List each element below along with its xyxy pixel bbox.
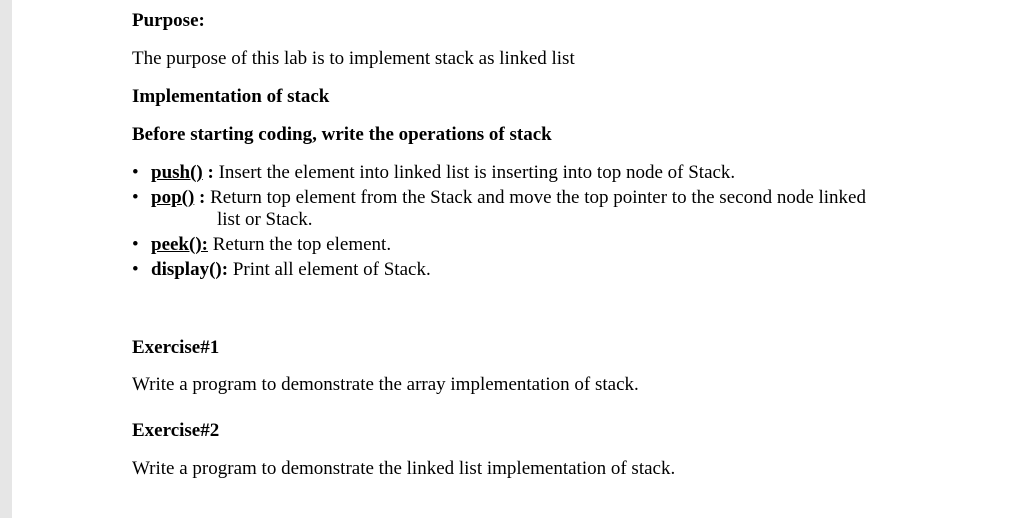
pop-description: Return top element from the Stack and move the top pointer to the second node linked — [210, 187, 866, 208]
operations-heading: Before starting coding, write the operations of stack — [132, 124, 552, 145]
bullet-icon: • — [132, 187, 139, 208]
implementation-heading: Implementation of stack — [132, 86, 330, 107]
exercise2-heading: Exercise#2 — [132, 420, 220, 441]
bullet-icon: • — [132, 162, 139, 183]
list-item-display — [132, 259, 932, 284]
purpose-heading: Purpose: — [132, 10, 205, 31]
peek-description: Return the top element. — [212, 234, 392, 255]
bullet-icon: • — [132, 234, 139, 255]
purpose-text: The purpose of this lab is to implement stack as linked list — [132, 48, 575, 69]
push-separator: : — [202, 162, 219, 183]
list-item-peek — [132, 234, 932, 259]
exercise1-heading: Exercise#1 — [132, 337, 220, 358]
display-description: Print all element of Stack. — [232, 259, 431, 280]
display-term: display(): — [151, 259, 229, 280]
exercise1-text: Write a program to demonstrate the array implementation of stack. — [132, 374, 639, 395]
push-description: Insert the element into linked list is inserting into top node of Stack. — [218, 162, 736, 183]
list-item-push — [132, 162, 932, 187]
pop-description-continued: list or Stack. — [217, 209, 313, 230]
pop-separator: : — [194, 187, 211, 208]
pop-term: pop() — [151, 187, 195, 208]
operations-list — [132, 162, 932, 284]
exercise2-text: Write a program to demonstrate the linked list implementation of stack. — [132, 458, 676, 479]
bullet-icon: • — [132, 259, 139, 280]
left-margin-shade — [0, 0, 12, 518]
peek-term: peek(): — [151, 234, 208, 255]
list-item-pop — [132, 187, 932, 234]
push-term: push() — [151, 162, 203, 183]
